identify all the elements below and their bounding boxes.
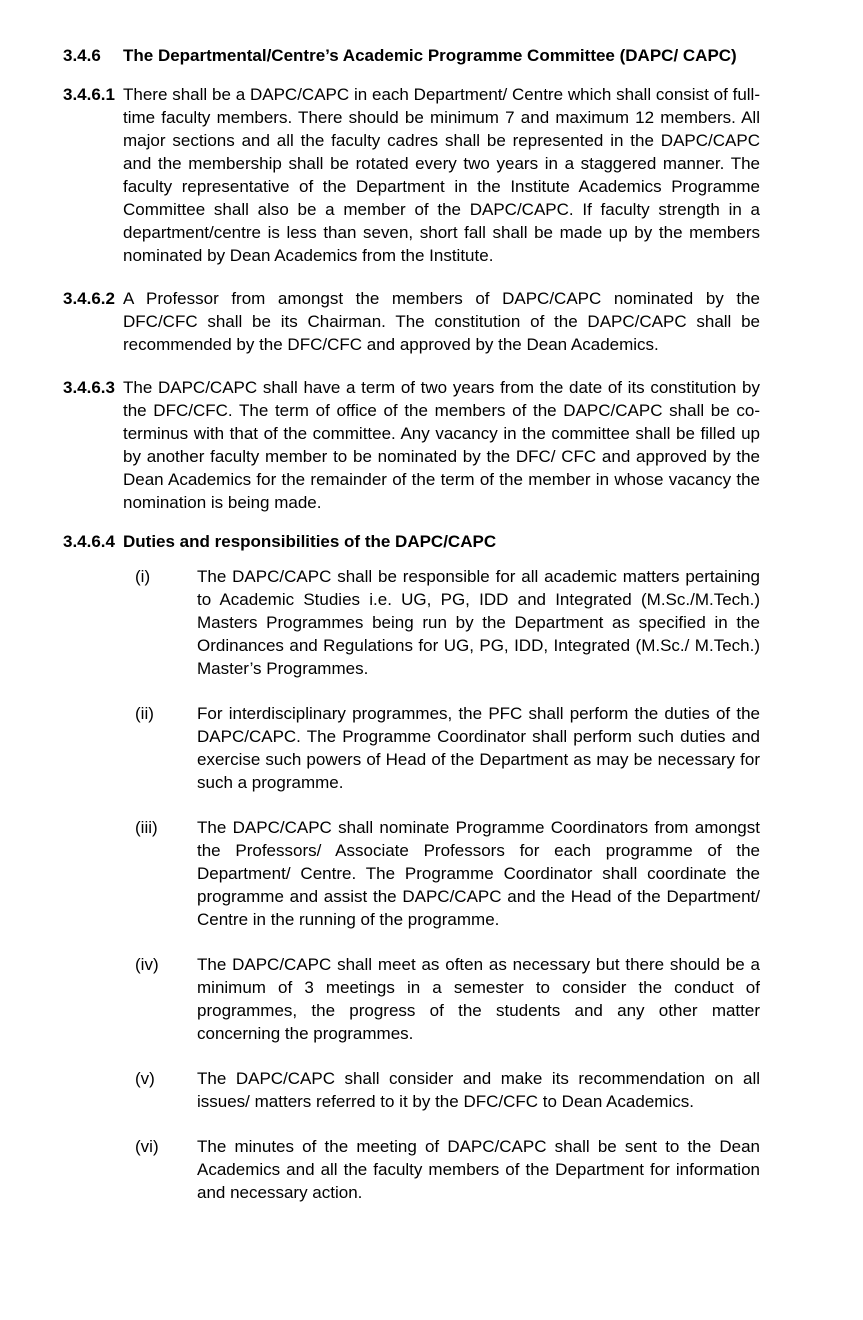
section-3-4-6-3 xyxy=(63,376,760,514)
list-item xyxy=(135,953,760,1045)
section-number: 3.4.6 xyxy=(63,46,101,65)
list-item xyxy=(135,1067,760,1113)
section-heading: Duties and responsibilities of the DAPC/CAPC xyxy=(123,532,497,551)
list-item-text: For interdisciplinary programmes, the PFC shall perform the duties of the DAPC/CAPC. The Programme Coordinator shall perform such duties and exercise such powers of Head of the Department as may be necessary for such a programme. xyxy=(197,704,760,792)
section-number: 3.4.6.1 xyxy=(63,85,115,104)
section-number: 3.4.6.2 xyxy=(63,289,115,308)
list-item-label: (v) xyxy=(135,1069,155,1088)
section-3-4-6-1 xyxy=(63,83,760,267)
list-item-label: (ii) xyxy=(135,704,154,723)
section-number: 3.4.6.4 xyxy=(63,532,115,551)
list-item-text: The DAPC/CAPC shall meet as often as necessary but there should be a minimum of 3 meetings in a semester to consider the conduct of programmes, the progress of the students and any other matter concerning the programmes. xyxy=(197,955,760,1043)
list-item-label: (iv) xyxy=(135,955,159,974)
list-item-label: (vi) xyxy=(135,1137,159,1156)
duties-list xyxy=(135,565,760,1204)
section-paragraph: There shall be a DAPC/CAPC in each Department/ Centre which shall consist of full-time faculty members. There should be minimum 7 and maximum 12 members. All major sections and all the faculty cadres shall be represented in the DAPC/CAPC and the membership shall be rotated every two years in a staggered manner. The faculty representative of the Department in the Institute Academics Programme Committee shall also be a member of the DAPC/CAPC. If faculty strength in a department/centre is less than seven, short fall shall be made up by the members nominated by Dean Academics from the Institute. xyxy=(123,85,760,265)
section-number: 3.4.6.3 xyxy=(63,378,115,397)
list-item xyxy=(135,565,760,680)
list-item-text: The minutes of the meeting of DAPC/CAPC shall be sent to the Dean Academics and all the faculty members of the Department for information and necessary action. xyxy=(197,1137,760,1202)
list-item-label: (i) xyxy=(135,567,151,586)
list-item-text: The DAPC/CAPC shall nominate Programme Coordinators from amongst the Professors/ Associate Professors for each programme of the Department/ Centre. The Programme Coordinator shall coordinate the programme and assist the DAPC/CAPC and the Head of the Department/ Centre in the running of the programme. xyxy=(197,818,760,929)
section-3-4-6-4 xyxy=(63,530,760,553)
list-item xyxy=(135,816,760,931)
section-paragraph: The DAPC/CAPC shall have a term of two years from the date of its constitution by the DFC/CFC. The term of office of the members of the DAPC/CAPC shall be co-terminus with that of the committee. Any vacancy in the committee shall be filled up by another faculty member to be nominated by the DFC/ CFC and approved by the Dean Academics for the remainder of the term of the member in whose vacancy the nomination is being made. xyxy=(123,378,760,512)
list-item-text: The DAPC/CAPC shall consider and make its recommendation on all issues/ matters referred to it by the DFC/CFC to Dean Academics. xyxy=(197,1069,760,1111)
section-paragraph: A Professor from amongst the members of DAPC/CAPC nominated by the DFC/CFC shall be its Chairman. The constitution of the DAPC/CAPC shall be recommended by the DFC/CFC and approved by the Dean Academics. xyxy=(123,289,760,354)
section-heading: The Departmental/Centre’s Academic Programme Committee (DAPC/ CAPC) xyxy=(123,46,737,65)
list-item-text: The DAPC/CAPC shall be responsible for all academic matters pertaining to Academic Studies i.e. UG, PG, IDD and Integrated (M.Sc./M.Tech.) Masters Programmes being run by the Department as specified in the Ordinances and Regulations for UG, PG, IDD, Integrated (M.Sc./ M.Tech.) Master’s Programmes. xyxy=(197,567,760,678)
list-item-label: (iii) xyxy=(135,818,158,837)
section-3-4-6 xyxy=(63,44,760,67)
section-3-4-6-2 xyxy=(63,287,760,356)
list-item xyxy=(135,702,760,794)
list-item xyxy=(135,1135,760,1204)
